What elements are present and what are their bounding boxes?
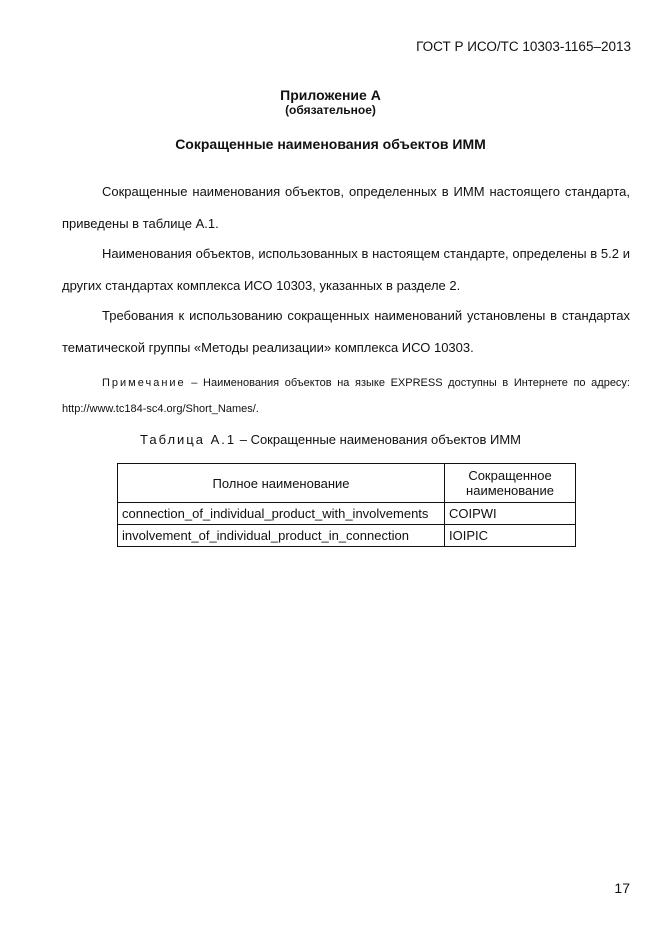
table-header-row: [118, 464, 576, 503]
document-code: ГОСТ Р ИСО/ТС 10303-1165–2013: [416, 39, 631, 54]
note: [62, 370, 630, 422]
cell-short-name: COIPWI: [445, 503, 576, 525]
cell-short-name: IOIPIC: [445, 525, 576, 547]
cell-full-name: involvement_of_individual_product_in_connection: [118, 525, 445, 547]
table-row: [118, 525, 576, 547]
annex-title: Приложение А: [280, 87, 381, 103]
table-caption-text: – Сокращенные наименования объектов ИММ: [236, 432, 521, 447]
paragraph-2: Наименования объектов, использованных в настоящем стандарте, определены в 5.2 и других стандартах комплекса ИСО 10303, указанных в разделе 2.: [62, 246, 630, 293]
abbreviations-table: [117, 463, 576, 547]
table-caption: [0, 432, 661, 447]
annex-subtitle: (обязательное): [285, 103, 376, 117]
section-title: Сокращенные наименования объектов ИММ: [175, 136, 486, 152]
paragraph-3: Требования к использованию сокращенных наименований установлены в стандартах тематической группы «Методы реализации» комплекса ИСО 10303.: [62, 308, 630, 355]
header-short-name: Сокращенное наименование: [445, 464, 576, 503]
header-full-name: Полное наименование: [118, 464, 445, 503]
table-caption-label: Таблица А.1: [140, 432, 237, 447]
note-label: Примечание: [102, 377, 186, 389]
cell-full-name: connection_of_individual_product_with_involvements: [118, 503, 445, 525]
table-row: [118, 503, 576, 525]
page-number: 17: [614, 880, 630, 896]
paragraph-1: Сокращенные наименования объектов, определенных в ИММ настоящего стандарта, приведены в таблице А.1.: [62, 184, 630, 231]
note-text: – Наименования объектов на языке EXPRESS доступны в Интернете по адресу: http://www.tc184-sc4.org/Short_Names/.: [62, 377, 630, 415]
